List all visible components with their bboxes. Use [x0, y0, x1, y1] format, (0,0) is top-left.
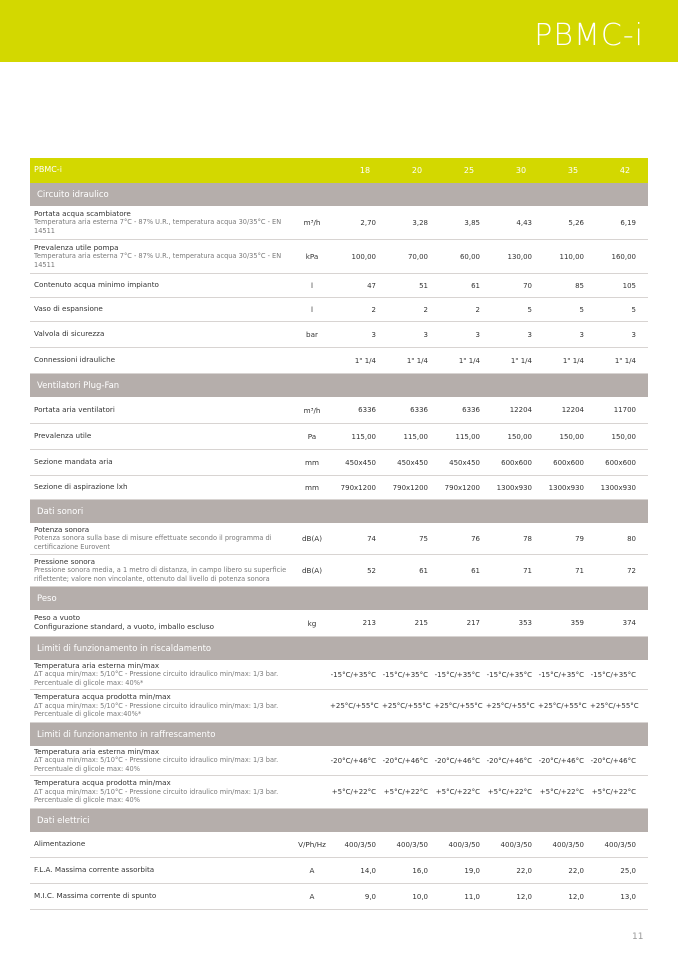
cell-value: 5	[527, 305, 532, 314]
cell-value: 374	[622, 619, 636, 627]
cell-value: 213	[362, 619, 376, 627]
cell-value: +5°C/+22°C	[487, 788, 532, 796]
cell-value: 12204	[509, 406, 532, 414]
cell-value: 10,0	[412, 892, 428, 901]
cell-value: 79	[575, 534, 584, 543]
cell-value: 3,85	[464, 218, 480, 227]
cell-value: 11,0	[464, 892, 480, 901]
cell-value: 600x600	[605, 458, 636, 467]
cell-value: 400/3/50	[552, 840, 584, 849]
cell-value: 217	[466, 619, 480, 627]
section-header: Dati elettrici	[30, 809, 648, 832]
row-label	[30, 356, 294, 365]
product-title: PBMC-i	[534, 18, 644, 53]
row-unit: A	[309, 892, 315, 901]
row-label	[30, 614, 294, 631]
cell-value: +25°C/+55°C	[434, 702, 483, 710]
cell-value: 400/3/50	[344, 840, 376, 849]
row-title: Prevalenza utile	[34, 431, 92, 441]
cell-value: 3	[631, 330, 636, 339]
row-description: ΔT acqua min/max: 5/10°C - Pressione circuito idraulico min/max: 1/3 bar. Percentuale di glicole max: 40%*	[34, 670, 279, 687]
cell-value: 790x1200	[392, 483, 428, 492]
cell-value: 5	[631, 305, 636, 314]
model-column-header: 30	[515, 166, 527, 175]
cell-value: 400/3/50	[396, 840, 428, 849]
row-title: Temperatura acqua prodotta min/max	[34, 692, 171, 702]
model-column-header: 25	[463, 166, 475, 175]
row-label	[30, 483, 294, 492]
row-label	[30, 866, 294, 875]
row-title: Vaso di espansione	[34, 304, 103, 314]
row-title: Sezione mandata aria	[34, 457, 113, 467]
cell-value: 1300x930	[600, 483, 636, 492]
cell-value: 130,00	[507, 252, 532, 261]
cell-value: +5°C/+22°C	[383, 788, 428, 796]
row-title: Temperatura aria esterna min/max	[34, 660, 160, 670]
cell-value: 71	[575, 566, 584, 575]
row-label	[30, 432, 294, 441]
table-row	[30, 746, 648, 776]
row-unit: bar	[306, 330, 318, 339]
row-unit: kg	[307, 618, 317, 628]
cell-value: 450x450	[397, 458, 428, 467]
row-unit: l	[311, 281, 313, 290]
row-description: Potenza sonora sulla base di misure effettuate secondo il programma di certificazione Eurovent	[34, 534, 272, 551]
cell-value: -20°C/+46°C	[538, 756, 584, 765]
cell-value: 75	[419, 534, 428, 543]
row-unit: m³/h	[303, 218, 321, 227]
row-label	[30, 330, 294, 339]
cell-value: 11700	[613, 406, 636, 414]
row-title: Peso a vuoto	[34, 613, 81, 623]
row-description: ΔT acqua min/max: 5/10°C - Pressione circuito idraulico min/max: 1/3 bar. Percentuale di glicole max: 40%	[34, 756, 279, 773]
cell-value: 3	[371, 330, 376, 339]
row-unit: A	[309, 866, 315, 875]
cell-value: 12,0	[516, 892, 532, 901]
header-bar	[0, 0, 678, 62]
cell-value: 5,26	[568, 218, 584, 227]
cell-value: 1300x930	[548, 483, 584, 492]
cell-value: 100,00	[351, 252, 376, 261]
cell-value: 6336	[358, 406, 376, 414]
cell-value: 3	[475, 330, 480, 339]
table-row	[30, 298, 648, 322]
cell-value: 16,0	[412, 866, 428, 875]
cell-value: 359	[570, 619, 584, 627]
row-title: Temperatura acqua prodotta min/max	[34, 778, 171, 788]
table-row	[30, 884, 648, 910]
cell-value: 160,00	[611, 252, 636, 261]
cell-value: 450x450	[345, 458, 376, 467]
cell-value: 52	[367, 566, 376, 575]
cell-value: 47	[367, 281, 376, 290]
cell-value: 19,0	[464, 866, 480, 875]
row-label	[30, 779, 294, 805]
row-label	[30, 693, 294, 719]
section-header: Dati sonori	[30, 500, 648, 523]
table-row	[30, 832, 648, 858]
row-unit: dB(A)	[301, 566, 323, 575]
cell-value: 353	[518, 619, 532, 627]
cell-value: 3	[527, 330, 532, 339]
row-label	[30, 244, 294, 270]
cell-value: 400/3/50	[604, 840, 636, 849]
row-title: Valvola di sicurezza	[34, 329, 105, 339]
cell-value: 105	[622, 281, 636, 290]
cell-value: -15°C/+35°C	[382, 670, 428, 679]
cell-value: 3	[423, 330, 428, 339]
row-unit: l	[311, 305, 313, 314]
cell-value: -20°C/+46°C	[486, 756, 532, 765]
table-row	[30, 858, 648, 884]
row-description: Temperatura aria esterna 7°C - 87% U.R., temperatura acqua 30/35°C - EN 14511	[34, 252, 282, 269]
row-description: Pressione sonora media, a 1 metro di distanza, in campo libero su superficie riflettente; valore non vincolante, ottenuto dal livello di potenza sonora	[34, 566, 287, 583]
cell-value: 61	[419, 566, 428, 575]
cell-value: -20°C/+46°C	[590, 756, 636, 765]
cell-value: 85	[575, 281, 584, 290]
cell-value: 9,0	[364, 892, 376, 901]
row-label	[30, 748, 294, 774]
cell-value: -20°C/+46°C	[382, 756, 428, 765]
row-label	[30, 558, 294, 584]
spec-table	[30, 158, 648, 910]
cell-value: 2,70	[360, 218, 376, 227]
row-title: Alimentazione	[34, 839, 86, 849]
row-label	[30, 281, 294, 290]
row-title: Prevalenza utile pompa	[34, 242, 119, 252]
table-row	[30, 206, 648, 240]
row-label	[30, 458, 294, 467]
cell-value: 1" 1/4	[458, 356, 480, 365]
cell-value: 2	[423, 305, 428, 314]
cell-value: 22,0	[568, 866, 584, 875]
cell-value: 2	[475, 305, 480, 314]
cell-value: 13,0	[620, 892, 636, 901]
cell-value: 61	[471, 566, 480, 575]
row-title: Sezione di aspirazione lxh	[34, 482, 128, 492]
row-unit: V/Ph/Hz	[298, 840, 326, 849]
model-column-header: 35	[567, 166, 579, 175]
table-row	[30, 322, 648, 348]
cell-value: 600x600	[553, 458, 584, 467]
model-column-header: 42	[619, 166, 631, 175]
row-title: Connessioni idrauliche	[34, 355, 116, 365]
cell-value: 12,0	[568, 892, 584, 901]
row-title: F.L.A. Massima corrente assorbita	[34, 865, 155, 875]
row-unit: m³/h	[303, 405, 321, 415]
cell-value: 115,00	[403, 432, 428, 441]
row-label	[30, 210, 294, 236]
cell-value: 150,00	[559, 432, 584, 441]
cell-value: 400/3/50	[500, 840, 532, 849]
row-description: ΔT acqua min/max: 5/10°C - Pressione circuito idraulico min/max: 1/3 bar. Percentuale di glicole max: 40%	[34, 787, 279, 805]
row-label	[30, 305, 294, 314]
cell-value: 1" 1/4	[510, 356, 532, 365]
section-header: Circuito idraulico	[30, 183, 648, 206]
cell-value: 2	[371, 305, 376, 314]
table-row	[30, 610, 648, 637]
cell-value: 150,00	[507, 432, 532, 441]
row-unit: mm	[304, 483, 319, 492]
cell-value: +5°C/+22°C	[435, 788, 480, 796]
cell-value: 150,00	[611, 432, 636, 441]
cell-value: 1" 1/4	[406, 356, 428, 365]
cell-value: 790x1200	[340, 483, 376, 492]
row-title: Contenuto acqua minimo impianto	[34, 280, 159, 290]
cell-value: -15°C/+35°C	[434, 670, 480, 679]
cell-value: 790x1200	[444, 483, 480, 492]
cell-value: 51	[419, 281, 428, 290]
section-header: Peso	[30, 587, 648, 610]
row-unit: Pa	[307, 432, 317, 441]
cell-value: 72	[627, 566, 636, 575]
row-title: Pressione sonora	[34, 556, 96, 566]
cell-value: -15°C/+35°C	[330, 670, 376, 679]
row-label	[30, 406, 294, 415]
cell-value: 76	[471, 534, 480, 543]
row-title: Portata aria ventilatori	[34, 404, 115, 414]
cell-value: -15°C/+35°C	[590, 670, 636, 679]
cell-value: 74	[367, 534, 376, 543]
cell-value: -15°C/+35°C	[538, 670, 584, 679]
table-row	[30, 690, 648, 723]
cell-value: +5°C/+22°C	[591, 788, 636, 796]
row-unit: kPa	[305, 252, 319, 261]
table-row	[30, 476, 648, 500]
cell-value: +25°C/+55°C	[382, 702, 431, 710]
cell-value: 70,00	[407, 252, 428, 261]
row-title: Potenza sonora	[34, 524, 90, 534]
cell-value: 1" 1/4	[562, 356, 584, 365]
cell-value: +25°C/+55°C	[330, 702, 379, 710]
cell-value: +5°C/+22°C	[539, 788, 584, 796]
page-number: 11	[632, 932, 644, 942]
row-description: Temperatura aria esterna 7°C - 87% U.R., temperatura acqua 30/35°C - EN 14511	[34, 218, 282, 235]
cell-value: 110,00	[559, 252, 584, 261]
table-row	[30, 240, 648, 274]
cell-value: 6,19	[620, 218, 636, 227]
cell-value: 1" 1/4	[614, 356, 636, 365]
cell-value: 6336	[410, 406, 428, 414]
row-label	[30, 892, 294, 901]
cell-value: 115,00	[455, 432, 480, 441]
table-row	[30, 523, 648, 555]
cell-value: 6336	[462, 406, 480, 414]
table-row	[30, 555, 648, 587]
cell-value: 400/3/50	[448, 840, 480, 849]
cell-value: 12204	[561, 406, 584, 414]
cell-value: 3	[579, 330, 584, 339]
cell-value: 1300x930	[496, 483, 532, 492]
row-title: Portata acqua scambiatore	[34, 208, 131, 218]
row-label	[30, 840, 294, 849]
table-row	[30, 274, 648, 298]
cell-value: 25,0	[620, 866, 636, 875]
section-header: Limiti di funzionamento in riscaldamento	[30, 637, 648, 660]
row-title: M.I.C. Massima corrente di spunto	[34, 891, 157, 901]
cell-value: 80	[627, 534, 636, 543]
cell-value: 215	[414, 619, 428, 627]
row-title: Temperatura aria esterna min/max	[34, 746, 160, 756]
cell-value: 22,0	[516, 866, 532, 875]
cell-value: 600x600	[501, 458, 532, 467]
cell-value: 115,00	[351, 432, 376, 441]
table-row	[30, 776, 648, 809]
cell-value: +5°C/+22°C	[331, 788, 376, 796]
row-unit: dB(A)	[301, 534, 323, 543]
cell-value: 70	[523, 281, 532, 290]
model-column-header: 18	[359, 166, 371, 175]
table-row	[30, 660, 648, 690]
row-label	[30, 526, 294, 552]
cell-value: -15°C/+35°C	[486, 670, 532, 679]
table-row	[30, 397, 648, 424]
cell-value: -20°C/+46°C	[330, 756, 376, 765]
model-column-header: 20	[411, 166, 423, 175]
row-unit: mm	[304, 458, 319, 467]
cell-value: 450x450	[449, 458, 480, 467]
cell-value: 78	[523, 534, 532, 543]
cell-value: 4,43	[516, 218, 532, 227]
table-row	[30, 450, 648, 476]
cell-value: 1" 1/4	[354, 356, 376, 365]
cell-value: 5	[579, 305, 584, 314]
cell-value: 3,28	[412, 218, 428, 227]
cell-value: 60,00	[459, 252, 480, 261]
cell-value: -20°C/+46°C	[434, 756, 480, 765]
row-description: ΔT acqua min/max: 5/10°C - Pressione circuito idraulico min/max: 1/3 bar. Percentuale di glicole max:40%*	[34, 701, 279, 719]
row-description: Configurazione standard, a vuoto, imballo escluso	[34, 622, 214, 631]
table-header-row	[30, 158, 648, 183]
section-header: Limiti di funzionamento in raffrescamento	[30, 723, 648, 746]
cell-value: +25°C/+55°C	[538, 702, 587, 710]
table-row	[30, 424, 648, 450]
section-header: Ventilatori Plug-Fan	[30, 374, 648, 397]
cell-value: 71	[523, 566, 532, 575]
cell-value: +25°C/+55°C	[486, 702, 535, 710]
cell-value: +25°C/+55°C	[590, 702, 639, 710]
table-row	[30, 348, 648, 374]
model-label: PBMC-i	[34, 165, 62, 175]
cell-value: 61	[471, 281, 480, 290]
cell-value: 14,0	[360, 866, 376, 875]
row-label	[30, 662, 294, 688]
